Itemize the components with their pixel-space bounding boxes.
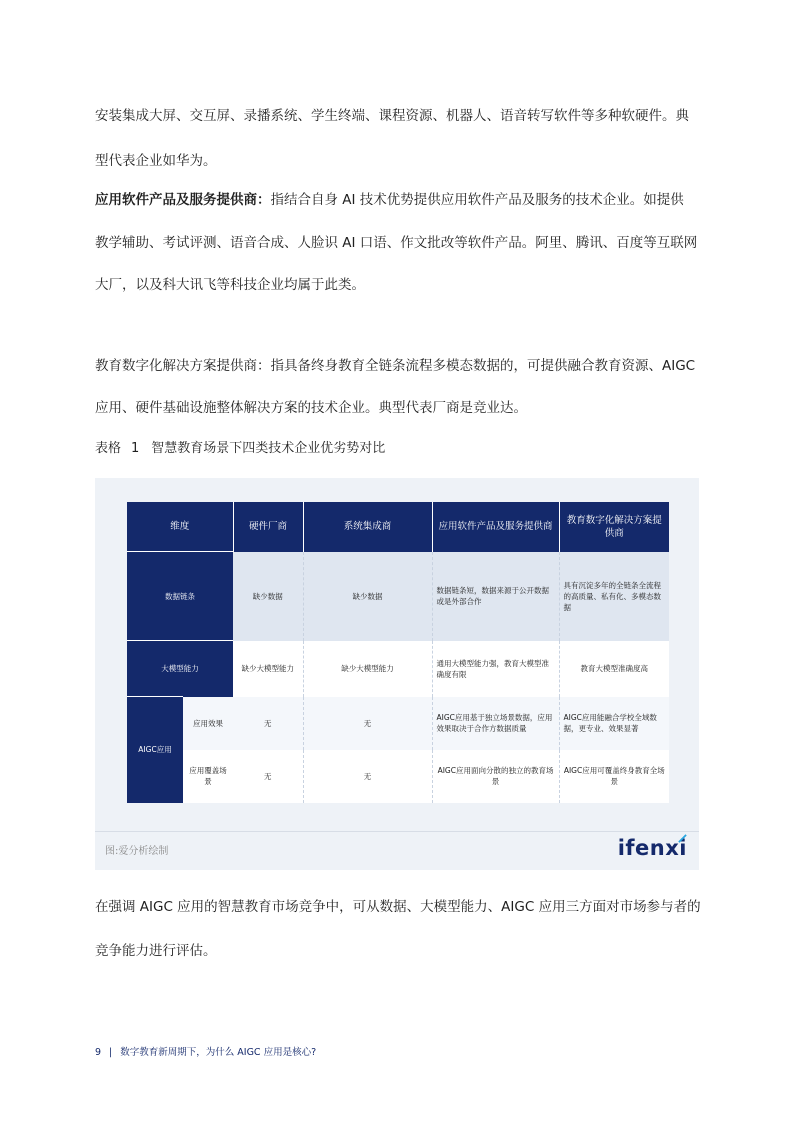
- table-cell: 缺少数据: [303, 552, 432, 641]
- row-subdimension: 应用效果: [183, 697, 233, 750]
- text-line: 安装集成大屏、交互屏、录播系统、学生终端、课程资源、机器人、语音转写软件等多种软硬件。典: [95, 108, 689, 124]
- table-cell: AIGC应用面向分散的独立的教育场景: [432, 750, 559, 803]
- page-number: 9: [95, 1047, 102, 1058]
- header-integrator: 系统集成商: [303, 502, 432, 552]
- ifenxi-logo: ifenxi: [617, 836, 687, 860]
- text-line: 大厂，以及科大讯飞等科技企业均属于此类。: [95, 277, 365, 293]
- row-subdimension: 应用覆盖场景: [183, 750, 233, 803]
- figure-divider: [95, 831, 699, 832]
- table-cell: 缺少大模型能力: [303, 641, 432, 697]
- text-span: 指结合自身 AI 技术优势提供应用软件产品及服务的技术企业。如提供: [270, 192, 684, 208]
- text-line: 教育数字化解决方案提供商：指具备终身教育全链条流程多模态数据的，可提供融合教育资源、AIGC: [95, 358, 696, 374]
- text-line: [95, 190, 684, 210]
- table-cell: 无: [233, 750, 303, 803]
- table-cell: 无: [233, 697, 303, 750]
- table-cell: 具有沉淀多年的全链条全流程的高质量、私有化、多模态数据: [559, 552, 669, 641]
- header-solution: 教育数字化解决方案提供商: [559, 502, 669, 552]
- figure-source: 图:爱分析绘制: [105, 846, 169, 857]
- table-row: [127, 750, 669, 803]
- table-cell: AIGC应用能融合学校全域数据，更专业、效果显著: [559, 697, 669, 750]
- text-line: 竞争能力进行评估。: [95, 943, 217, 959]
- comparison-figure: [95, 478, 699, 870]
- table-cell: 数据链条短，数据来源于公开数据或是外部合作: [432, 552, 559, 641]
- table-cell: 无: [303, 697, 432, 750]
- text-line: 教学辅助、考试评测、语音合成、人脸识 AI 口语、作文批改等软件产品。阿里、腾讯、百度等互联网: [95, 235, 698, 251]
- text-line: 应用、硬件基础设施整体解决方案的技术企业。典型代表厂商是竞业达。: [95, 400, 527, 416]
- row-dimension-group: AIGC应用: [127, 697, 183, 803]
- table-row: [127, 641, 669, 697]
- caption-prefix: 表格: [95, 441, 122, 456]
- row-dimension: 数据链条: [127, 552, 233, 641]
- text-line: 型代表企业如华为。: [95, 153, 217, 169]
- logo-accent-icon: [678, 834, 687, 843]
- table-cell: AIGC应用基于独立场景数据，应用效果取决于合作方数据质量: [432, 697, 559, 750]
- table-cell: 缺少大模型能力: [233, 641, 303, 697]
- comparison-table: [127, 502, 669, 803]
- table-cell: 教育大模型准确度高: [559, 641, 669, 697]
- header-hardware: 硬件厂商: [233, 502, 303, 552]
- term-heading: 应用软件产品及服务提供商：: [95, 192, 271, 208]
- table-row: [127, 552, 669, 641]
- text-line: 在强调 AIGC 应用的智慧教育市场竞争中，可从数据、大模型能力、AIGC 应用三方面对市场参与者的: [95, 899, 701, 915]
- header-software: 应用软件产品及服务提供商: [432, 502, 559, 552]
- footer-title: 数字教育新周期下，为什么 AIGC 应用是核心?: [120, 1047, 317, 1058]
- caption-number: 1: [131, 441, 140, 456]
- page-footer: [95, 1044, 316, 1058]
- caption-title: 智慧教育场景下四类技术企业优劣势对比: [151, 441, 386, 456]
- row-dimension: 大模型能力: [127, 641, 233, 697]
- table-cell: AIGC应用可覆盖终身教育全场景: [559, 750, 669, 803]
- table-header-row: [127, 502, 669, 552]
- table-cell: 缺少数据: [233, 552, 303, 641]
- table-caption: [95, 440, 385, 458]
- table-cell: 无: [303, 750, 432, 803]
- header-dimension: 维度: [127, 502, 233, 552]
- footer-separator: |: [109, 1047, 113, 1058]
- table-row: [127, 697, 669, 750]
- table-cell: 通用大模型能力强，教育大模型准确度有限: [432, 641, 559, 697]
